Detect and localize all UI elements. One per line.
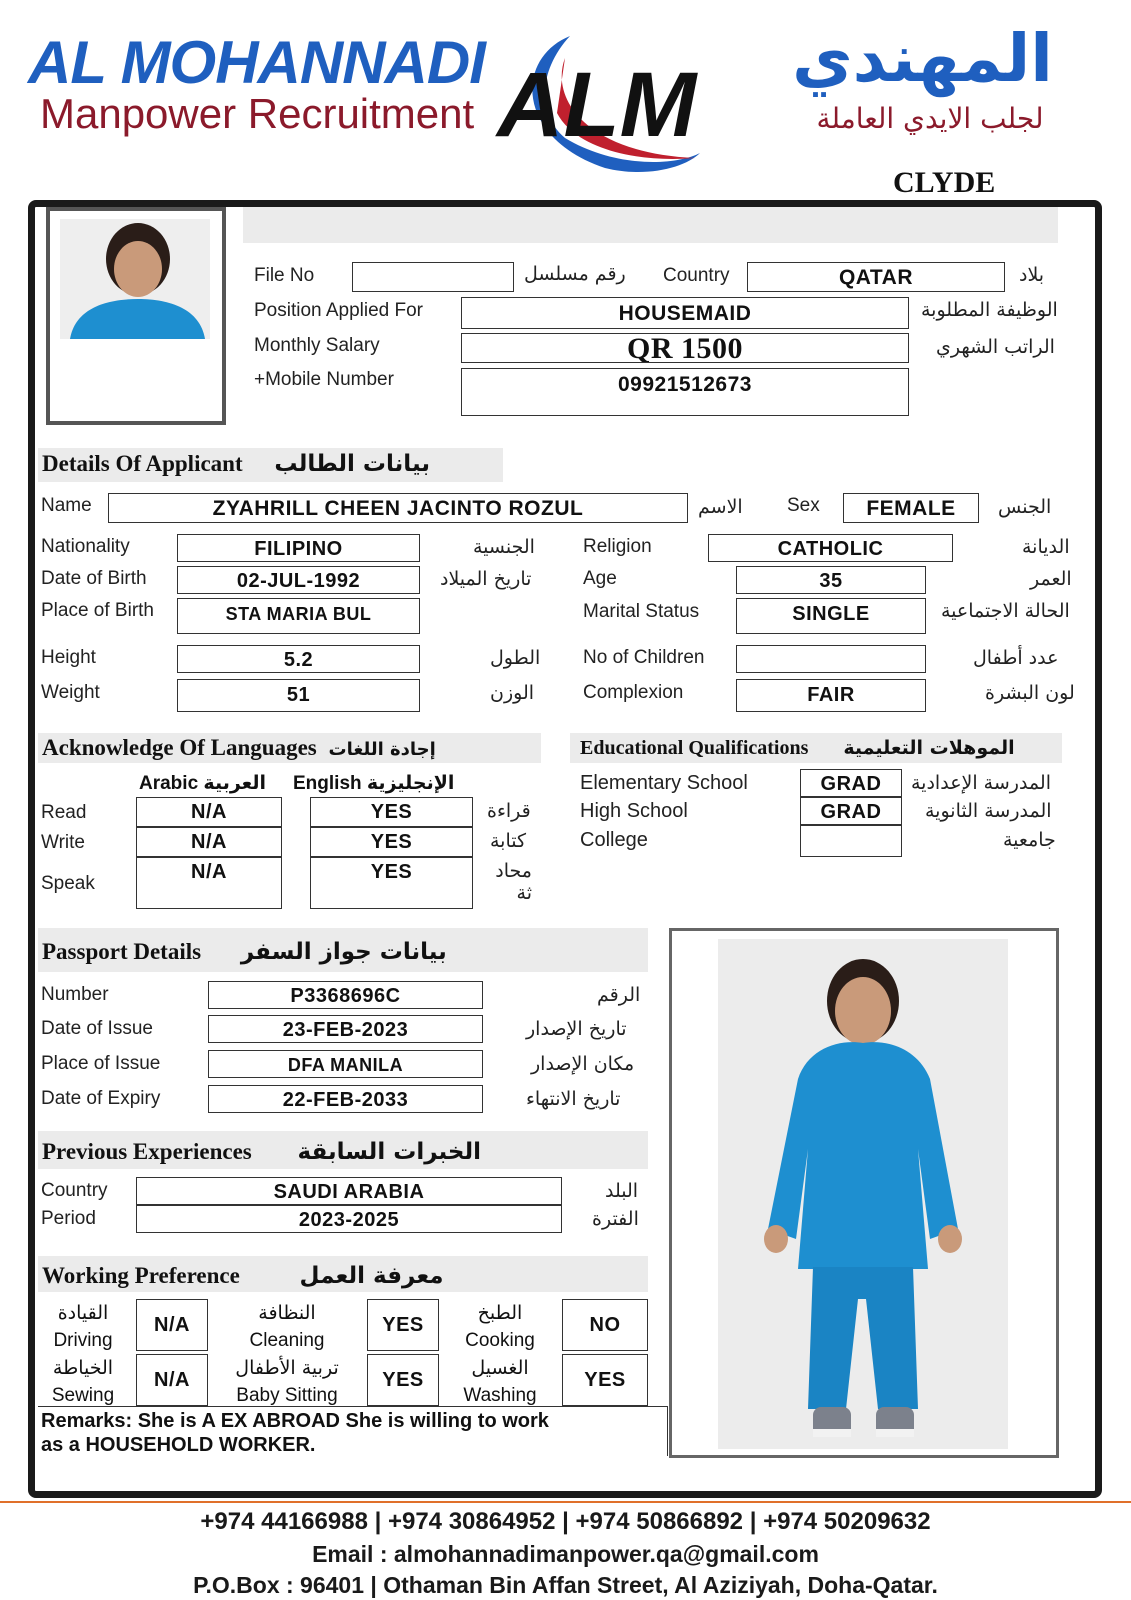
footer-divider: [0, 1501, 1131, 1503]
english-col-header: English الإنجليزية: [293, 772, 455, 794]
age-label: Age: [583, 568, 617, 589]
remarks-line-2: as a HOUSEHOLD WORKER.: [41, 1434, 316, 1456]
english-read: YES: [310, 797, 473, 827]
file-no-label: File No: [254, 265, 315, 286]
section-preference-title-arabic: معرفة العمل: [299, 1263, 444, 1289]
exp-country-label-arabic: البلد: [605, 1180, 639, 1202]
salary-label: Monthly Salary: [254, 335, 380, 356]
sewing-label: الخياطة Sewing: [51, 1357, 115, 1406]
sex-field: FEMALE: [843, 493, 979, 523]
marital-label: Marital Status: [583, 601, 700, 622]
write-label-arabic: كتابة: [490, 830, 527, 852]
file-no-field: [352, 262, 514, 292]
section-languages: [38, 733, 541, 763]
footer-address: P.O.Box : 96401 | Othaman Bin Affan Street, Al Aziziyah, Doha-Qatar.: [193, 1572, 938, 1598]
exp-country-field: SAUDI ARABIA: [136, 1177, 562, 1205]
position-label: Position Applied For: [254, 300, 423, 321]
section-experience: [38, 1131, 648, 1169]
sex-label-arabic: الجنس: [998, 496, 1052, 518]
high-school-label-arabic: المدرسة الثانوية: [925, 800, 1052, 822]
nationality-field: FILIPINO: [177, 534, 420, 562]
speak-label-arabic: محاد ثة: [495, 860, 532, 904]
alm-logo: [495, 18, 730, 183]
marital-label-arabic: الحالة الاجتماعية: [941, 600, 1070, 622]
cleaning-label: النظافة Cleaning: [249, 1302, 325, 1351]
brand-subtitle-arabic: لجلب الايدي العاملة: [816, 102, 1044, 135]
exp-period-field: 2023-2025: [136, 1205, 562, 1233]
section-experience-title-arabic: الخبرات السابقة: [297, 1139, 481, 1165]
section-applicant: [38, 448, 503, 482]
expiry-field: 22-FEB-2033: [208, 1085, 483, 1113]
cleaning-field: YES: [367, 1299, 439, 1351]
washing-field: YES: [562, 1354, 648, 1406]
name-label: Name: [41, 495, 92, 516]
profile-photo-frame: [46, 207, 226, 425]
religion-field: CATHOLIC: [708, 534, 953, 562]
brand-name: AL MOHANNADI: [28, 29, 485, 96]
height-field: 5.2: [177, 645, 420, 673]
weight-label: Weight: [41, 682, 100, 703]
college-field: [800, 825, 902, 857]
baby-sitting-label: تربية الأطفال Baby Sitting: [235, 1357, 339, 1406]
sewing-field: N/A: [136, 1354, 208, 1406]
college-label: College: [580, 829, 648, 851]
complexion-field: FAIR: [736, 679, 926, 712]
sex-label: Sex: [787, 495, 820, 516]
baby-sitting-field: YES: [367, 1354, 439, 1406]
brand-subtitle: Manpower Recruitment: [40, 90, 475, 137]
exp-period-label-arabic: الفترة: [592, 1208, 639, 1230]
high-school-field: GRAD: [800, 797, 902, 825]
children-label: No of Children: [583, 647, 705, 668]
passport-number-field: P3368696C: [208, 981, 483, 1009]
dob-field: 02-JUL-1992: [177, 566, 420, 594]
marital-field: SINGLE: [736, 598, 926, 634]
arabic-speak: N/A: [136, 857, 282, 909]
remarks: [38, 1406, 668, 1456]
name-label-arabic: الاسم: [698, 496, 743, 518]
cooking-field: NO: [562, 1299, 648, 1351]
section-passport: [38, 928, 648, 972]
age-field: 35: [736, 566, 926, 594]
pob-field: STA MARIA BUL: [177, 598, 420, 634]
passport-number-label: Number: [41, 984, 109, 1005]
name-field: ZYAHRILL CHEEN JACINTO ROZUL: [108, 493, 688, 523]
high-school-label: High School: [580, 800, 688, 822]
expiry-label: Date of Expiry: [41, 1088, 161, 1109]
arabic-write: N/A: [136, 827, 282, 857]
section-applicant-title: Details Of Applicant: [42, 451, 243, 476]
brand-name-arabic: المهندي: [792, 20, 1053, 97]
issue-place-label-arabic: مكان الإصدار: [531, 1053, 635, 1075]
arabic-col-header: Arabic العربية: [139, 772, 267, 794]
section-applicant-title-arabic: بيانات الطالب: [274, 451, 430, 477]
elementary-label-arabic: المدرسة الإعدادية: [911, 772, 1051, 794]
speak-label: Speak: [41, 873, 95, 894]
religion-label-arabic: الديانة: [1022, 536, 1070, 558]
passport-number-label-arabic: الرقم: [597, 984, 641, 1006]
elementary-field: GRAD: [800, 769, 902, 797]
section-education-title-arabic: الموهلات التعليمية: [843, 737, 1015, 759]
religion-label: Religion: [583, 536, 652, 557]
salary-field: QR 1500: [461, 333, 909, 363]
driving-label: القيادة Driving: [53, 1302, 113, 1351]
read-label: Read: [41, 802, 87, 823]
issue-date-label-arabic: تاريخ الإصدار: [526, 1018, 627, 1040]
college-label-arabic: جامعية: [1003, 829, 1056, 851]
file-no-label-arabic: رقم مسلسل: [524, 263, 626, 285]
country-label-arabic: بلاد: [1019, 264, 1045, 286]
driving-field: N/A: [136, 1299, 208, 1351]
mobile-label: +Mobile Number: [254, 369, 394, 390]
footer-phones: +974 44166988 | +974 30864952 | +974 50866892 | +974 50209632: [200, 1508, 931, 1535]
section-preference-title: Working Preference: [42, 1263, 240, 1288]
age-label-arabic: العمر: [1030, 568, 1072, 590]
cooking-label: الطبخ Cooking: [465, 1302, 535, 1351]
section-passport-title: Passport Details: [42, 939, 202, 964]
children-label-arabic: عدد أطفال: [973, 647, 1059, 669]
logo-text: ALM: [497, 54, 697, 156]
complexion-label-arabic: لون البشرة: [985, 682, 1075, 704]
height-label: Height: [41, 647, 96, 668]
weight-label-arabic: الوزن: [490, 682, 535, 704]
dob-label: Date of Birth: [41, 568, 147, 589]
dob-label-arabic: تاريخ الميلاد: [440, 568, 532, 590]
section-preference: [38, 1256, 648, 1292]
country-field: QATAR: [747, 262, 1005, 292]
full-body-photo-frame: [669, 928, 1059, 1458]
exp-country-label: Country: [41, 1180, 108, 1201]
section-languages-title: Acknowledge Of Languages: [42, 735, 317, 760]
section-languages-title-arabic: إجادة اللغات: [328, 739, 436, 760]
issue-place-field: DFA MANILA: [208, 1050, 483, 1078]
issue-date-label: Date of Issue: [41, 1018, 153, 1039]
position-label-arabic: الوظيفة المطلوبة: [921, 299, 1058, 321]
section-education: [570, 733, 1062, 763]
section-education-title: Educational Qualifications: [580, 737, 809, 759]
children-field: [736, 645, 926, 673]
profile-photo: [60, 219, 210, 339]
height-label-arabic: الطول: [490, 647, 541, 669]
section-passport-title-arabic: بيانات جواز السفر: [240, 939, 447, 965]
mobile-field: 09921512673: [461, 368, 909, 416]
agent-code: CLYDE: [893, 166, 996, 199]
issue-place-label: Place of Issue: [41, 1053, 161, 1074]
salary-label-arabic: الراتب الشهري: [936, 336, 1055, 358]
washing-label: الغسيل Washing: [463, 1357, 537, 1406]
header-band: [243, 207, 1058, 243]
expiry-label-arabic: تاريخ الانتهاء: [526, 1088, 621, 1110]
remarks-line-1: Remarks: She is A EX ABROAD She is willing to work: [41, 1410, 549, 1432]
arabic-read: N/A: [136, 797, 282, 827]
read-label-arabic: قراءة: [487, 800, 531, 822]
nationality-label: Nationality: [41, 536, 130, 557]
section-experience-title: Previous Experiences: [42, 1139, 252, 1164]
position-field: HOUSEMAID: [461, 297, 909, 329]
elementary-label: Elementary School: [580, 772, 748, 794]
nationality-label-arabic: الجنسية: [473, 536, 535, 558]
english-write: YES: [310, 827, 473, 857]
write-label: Write: [41, 832, 85, 853]
exp-period-label: Period: [41, 1208, 96, 1229]
issue-date-field: 23-FEB-2023: [208, 1015, 483, 1043]
english-speak: YES: [310, 857, 473, 909]
weight-field: 51: [177, 679, 420, 712]
complexion-label: Complexion: [583, 682, 684, 703]
footer-email: Email : almohannadimanpower.qa@gmail.com: [312, 1541, 819, 1567]
full-body-photo: [718, 939, 1008, 1449]
country-label: Country: [663, 265, 730, 286]
pob-label: Place of Birth: [41, 600, 154, 621]
